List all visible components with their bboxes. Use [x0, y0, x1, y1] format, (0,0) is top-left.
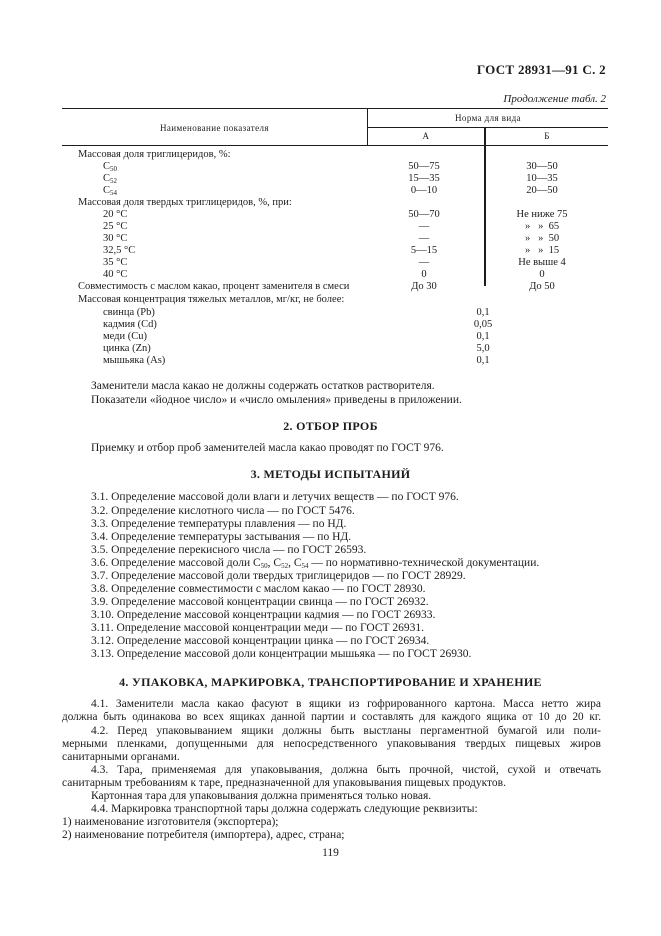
- column-header-a: А: [422, 131, 430, 141]
- table-cell-common: 0,1: [476, 355, 490, 366]
- paragraph-line: санитарными органами.: [62, 751, 180, 763]
- paragraph-line: мерными пленками, допущенными для непосредственного упаковывания твердых пищевых жиров: [62, 738, 601, 750]
- table-cell-b: 0: [539, 269, 545, 280]
- list-item: 3.3. Определение температуры плавления — по НД.: [91, 518, 347, 530]
- section-title: 2. ОТБОР ПРОБ: [283, 419, 378, 433]
- table-top-rule: [62, 108, 608, 109]
- table-row-label: цинка (Zn): [103, 343, 151, 354]
- table-row-label: кадмия (Cd): [103, 319, 157, 330]
- table-cell-common: 0,1: [476, 331, 490, 342]
- list-item: 3.10. Определение массовой концентрации кадмия — по ГОСТ 26933.: [91, 609, 436, 621]
- table-cell-b: Не выше 4: [518, 257, 566, 268]
- table-header-bottom-rule: [62, 145, 608, 146]
- table-row-label: 35 °С: [103, 257, 128, 268]
- list-item: 3.6. Определение массовой доли $C_{50}$, $C_{52}$, $C_{54}$ — по нормативно-технической документации.: [91, 557, 540, 570]
- list-item: 3.5. Определение перекисного числа — по ГОСТ 26593.: [91, 544, 367, 556]
- table-cell-a: До 30: [411, 281, 437, 292]
- table-row-label: 25 °С: [103, 221, 128, 232]
- table-cell-common: 0,1: [476, 307, 490, 318]
- paragraph-line: 4.1. Заменители масла какао фасуют в ящики из гофрированного картона. Масса нетто жира: [91, 698, 601, 710]
- paragraph-line: должна быть одинакова во всех ящиках данной партии и составлять для каждого ящика от 10 до 20 кг.: [62, 711, 601, 723]
- list-item: 3.2. Определение кислотного числа — по ГОСТ 5476.: [91, 505, 355, 517]
- table-row-label: меди (Cu): [103, 331, 147, 342]
- table-cell-a: 15—35: [408, 173, 440, 184]
- table-row-label: Массовая концентрация тяжелых металлов, мг/кг, не более:: [78, 294, 345, 305]
- list-item: 3.4. Определение температуры застывания — по НД.: [91, 531, 352, 543]
- table-row-label: 40 °С: [103, 269, 128, 280]
- document-header: ГОСТ 28931—91 С. 2: [476, 62, 606, 77]
- paragraph-line: санитарным требованиям к таре, предназначенной для упаковывания пищевых продуктов.: [62, 777, 506, 789]
- paragraph-line: 4.3. Тара, применяемая для упаковывания, должна быть прочной, чистой, сухой и отвечать: [91, 764, 601, 776]
- list-item: 3.12. Определение массовой концентрации цинка — по ГОСТ 26934.: [91, 635, 430, 647]
- paragraph-line: 2) наименование потребителя (импортера), адрес, страна;: [62, 829, 345, 841]
- table-cell-a: 0: [421, 269, 427, 280]
- table-row-label: $C_{52}$: [103, 173, 118, 185]
- table-vertical-rule-ab: [484, 127, 486, 286]
- table-cell-a: —: [418, 233, 430, 244]
- table-cell-a: —: [418, 257, 430, 268]
- paragraph-line: 1) наименование изготовителя (экспортера);: [62, 816, 279, 828]
- column-header-norm: Норма для вида: [455, 113, 521, 123]
- table-row-label: 20 °С: [103, 209, 128, 220]
- paragraph-line: Картонная тара для упаковывания должна применяться только новая.: [91, 790, 432, 802]
- table-row-label: мышьяка (As): [103, 355, 166, 366]
- table-row-label: свинца (Pb): [103, 307, 155, 318]
- column-header-name: Наименование показателя: [160, 123, 269, 133]
- table-row-label: 32,5 °С: [103, 245, 136, 256]
- list-item: 3.13. Определение массовой доли концентрации мышьяка — по ГОСТ 26930.: [91, 648, 472, 660]
- list-item: 3.8. Определение совместимости с маслом какао — по ГОСТ 28930.: [91, 583, 426, 595]
- table-header-mid-rule: [367, 127, 608, 128]
- table-row-label: Массовая доля триглицеридов, %:: [78, 149, 231, 160]
- table-cell-b: Не ниже 75: [516, 209, 568, 220]
- section-title: 3. МЕТОДЫ ИСПЫТАНИЙ: [250, 467, 411, 481]
- table-row-label: $C_{54}$: [103, 185, 118, 197]
- page-number: 119: [322, 847, 339, 859]
- table-row-label: Совместимость с маслом какао, процент заменителя в смеси: [78, 281, 350, 292]
- table-cell-b: » » 50: [524, 233, 560, 244]
- section-paragraph: Приемку и отбор проб заменителей масла какао проводят по ГОСТ 976.: [91, 442, 444, 454]
- table-row-label: Массовая доля твердых триглицеридов, %, при:: [78, 197, 292, 208]
- table-cell-b: » » 15: [524, 245, 560, 256]
- table-continuation-label: Продолжение табл. 2: [503, 93, 606, 105]
- section-title: 4. УПАКОВКА, МАРКИРОВКА, ТРАНСПОРТИРОВАНИЕ И ХРАНЕНИЕ: [119, 675, 542, 689]
- table-cell-a: 5—15: [410, 245, 438, 256]
- table-cell-a: 0—10: [410, 185, 438, 196]
- table-cell-a: 50—75: [408, 161, 440, 172]
- table-cell-b: До 50: [529, 281, 555, 292]
- table-row-label: 30 °С: [103, 233, 128, 244]
- list-item: 3.9. Определение массовой концентрации свинца — по ГОСТ 26932.: [91, 596, 429, 608]
- paragraph-line: 4.2. Перед упаковыванием ящики должны быть выстланы пергаментной бумагой или поли-: [91, 725, 601, 737]
- paragraph-line: 4.4. Маркировка транспортной тары должна содержать следующие реквизиты:: [91, 803, 478, 815]
- list-item: 3.11. Определение массовой концентрации меди — по ГОСТ 26931.: [91, 622, 425, 634]
- list-item: 3.7. Определение массовой доли твердых триглицеридов — по ГОСТ 28929.: [91, 570, 466, 582]
- table-cell-common: 0,05: [473, 319, 493, 330]
- note-line: Показатели «йодное число» и «число омыления» приведены в приложении.: [91, 394, 462, 406]
- table-cell-common: 5,0: [476, 343, 490, 354]
- table-cell-b: 30—50: [526, 161, 558, 172]
- table-cell-a: —: [418, 221, 430, 232]
- table-row-label: $C_{50}$: [103, 161, 118, 173]
- table-cell-a: 50—70: [408, 209, 440, 220]
- note-line: Заменители масла какао не должны содержать остатков растворителя.: [91, 380, 435, 392]
- table-cell-b: » » 65: [524, 221, 560, 232]
- column-header-b: Б: [544, 131, 550, 141]
- list-item: 3.1. Определение массовой доли влаги и летучих веществ — по ГОСТ 976.: [91, 491, 459, 503]
- table-cell-b: 20—50: [526, 185, 558, 196]
- table-cell-b: 10—35: [526, 173, 558, 184]
